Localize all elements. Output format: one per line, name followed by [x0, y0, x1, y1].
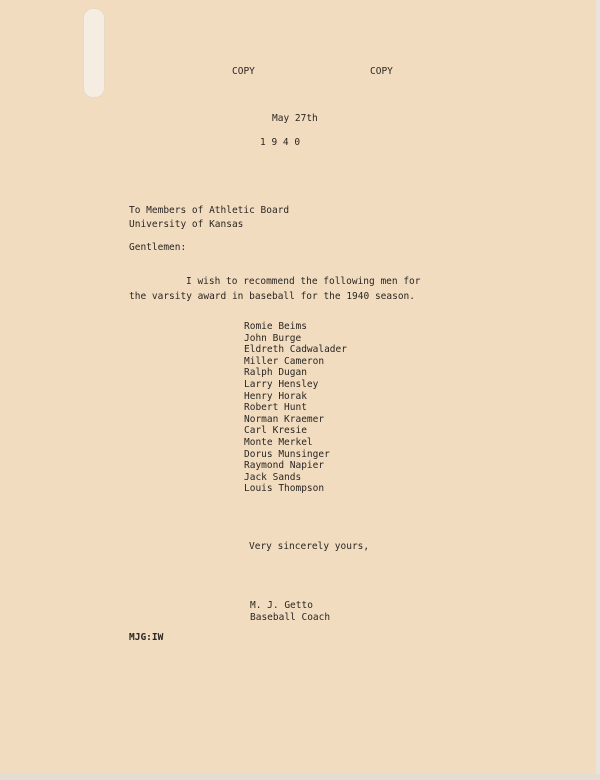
letter-year: 1 9 4 0	[260, 137, 301, 148]
player-name: Monte Merkel	[244, 436, 313, 448]
player-name: Norman Kraemer	[244, 413, 325, 425]
player-name: Jack Sands	[244, 471, 302, 483]
body-line-2: the varsity award in baseball for the 1940 season.	[129, 291, 415, 302]
signature-title: Baseball Coach	[250, 612, 331, 623]
page-edge-right	[596, 0, 600, 780]
copy-stamp-right: COPY	[370, 66, 393, 77]
paperclip-mark	[83, 8, 105, 98]
player-name: Louis Thompson	[244, 483, 325, 495]
player-name: John Burge	[244, 332, 302, 344]
signature-name: M. J. Getto	[250, 600, 313, 611]
player-name: Larry Hensley	[244, 378, 319, 390]
closing: Very sincerely yours,	[249, 541, 370, 552]
typist-initials: MJG:IW	[129, 632, 164, 643]
player-name: Robert Hunt	[244, 402, 307, 414]
player-name: Carl Kresie	[244, 425, 307, 437]
page-edge-bottom	[0, 774, 600, 780]
recipient-line-1: To Members of Athletic Board	[129, 205, 290, 216]
player-name: Romie Beims	[244, 321, 307, 332]
player-name: Eldreth Cadwalader	[244, 344, 347, 356]
player-name: Miller Cameron	[244, 355, 325, 367]
body-line-1: I wish to recommend the following men for	[186, 276, 421, 287]
player-name: Dorus Munsinger	[244, 448, 330, 460]
salutation: Gentlemen:	[129, 242, 187, 253]
copy-stamp-left: COPY	[232, 66, 255, 77]
letter-date: May 27th	[272, 113, 318, 124]
recommended-players-list	[244, 321, 347, 495]
player-name: Ralph Dugan	[244, 367, 307, 379]
player-name: Henry Horak	[244, 390, 307, 402]
player-name: Raymond Napier	[244, 460, 325, 472]
recipient-line-2: University of Kansas	[129, 219, 244, 230]
